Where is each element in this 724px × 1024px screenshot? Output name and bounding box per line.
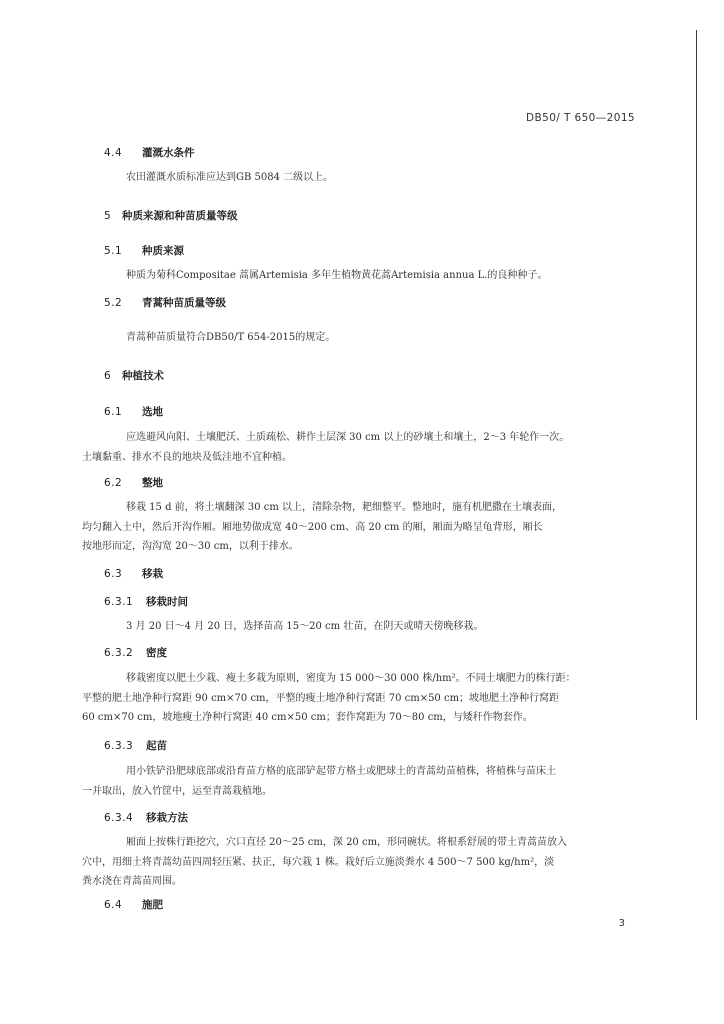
heading-number: 6.3.1 [104, 596, 134, 608]
heading-title: 移栽时间 [146, 596, 188, 608]
heading-6-3-4 [104, 810, 188, 825]
heading-title: 种植技术 [122, 370, 164, 382]
heading-6 [104, 368, 164, 383]
heading-5 [104, 208, 238, 223]
paragraph-6-3-4 [82, 833, 636, 892]
heading-6-3-2 [104, 645, 167, 660]
paragraph-line: 移栽密度以肥土少栽、瘦土多栽为原则，密度为 15 000～30 000 株/hm²。不同土壤肥力的株行距： [126, 673, 576, 684]
paragraph-line: 土壤黏重、排水不良的地块及低洼地不宜种植。 [82, 451, 292, 463]
heading-6-3-1 [104, 594, 188, 609]
paragraph-6-1 [82, 428, 636, 467]
paragraph-5-2: 青蒿种苗质量符合DB50/T 654-2015的规定。 [126, 332, 336, 343]
heading-number: 6 [104, 370, 112, 382]
heading-5-1 [104, 243, 184, 258]
heading-number: 5.2 [104, 297, 123, 309]
paragraph-4-4: 农田灌溉水质标准应达到GB 5084 二级以上。 [126, 172, 334, 183]
heading-6-1 [104, 404, 163, 419]
heading-number: 6.3.3 [104, 740, 134, 752]
heading-title: 起苗 [146, 740, 167, 752]
heading-4-4 [104, 145, 195, 160]
paragraph-line: 厢面上按株行距挖穴，穴口直径 20～25 cm，深 20 cm，形同碗状。将根系舒展的带土青蒿苗放入 [126, 837, 568, 848]
paragraph-6-3-3 [82, 762, 636, 801]
heading-6-2 [104, 475, 163, 490]
heading-title: 整地 [142, 477, 163, 489]
paragraph-line: 均匀翻入土中，然后开沟作厢。厢地势做成宽 40～200 cm、高 20 cm 的厢，厢面为略呈龟背形，厢长 [82, 521, 543, 533]
paragraph-line: 应选避风向阳、土壤肥沃、土质疏松、耕作土层深 30 cm 以上的砂壤土和壤土，2～3 年轮作一次。 [126, 432, 570, 443]
paragraph-5-1: 种质为菊科Compositae 蒿属Artemisia 多年生植物黄花蒿Artemisia annua L.的良种种子。 [126, 270, 548, 281]
paragraph-6-3-2 [82, 669, 636, 728]
heading-title: 施肥 [142, 899, 163, 911]
heading-title: 移栽方法 [146, 812, 188, 824]
heading-title: 密度 [146, 647, 167, 659]
heading-title: 灌溉水条件 [142, 147, 195, 159]
heading-title: 种质来源和种苗质量等级 [122, 210, 238, 222]
heading-number: 6.4 [104, 899, 123, 911]
page-number: 3 [618, 918, 625, 929]
scan-edge-line [696, 30, 697, 720]
paragraph-line: 平整的肥土地净种行窝距 90 cm×70 cm，平整的瘦土地净种行窝距 70 cm×50 cm；坡地肥土净种行窝距 [82, 692, 560, 704]
document-code: DB50/ T 650—2015 [526, 112, 635, 124]
heading-title: 青蒿种苗质量等级 [142, 297, 226, 309]
paragraph-line: 用小铁铲沿肥球底部或沿育苗方格的底部铲起带方格土或肥球土的青蒿幼苗植株，将植株与苗床土 [126, 766, 556, 777]
heading-number: 6.2 [104, 477, 123, 489]
heading-6-4 [104, 897, 163, 912]
heading-number: 5 [104, 210, 112, 222]
heading-number: 6.3.2 [104, 647, 134, 659]
heading-6-3-3 [104, 738, 167, 753]
heading-6-3 [104, 566, 163, 581]
paragraph-line: 按地形而定，沟沟宽 20～30 cm，以利于排水。 [82, 541, 299, 552]
heading-title: 种质来源 [142, 245, 184, 257]
heading-number: 5.1 [104, 245, 123, 257]
heading-number: 4.4 [104, 147, 123, 159]
paragraph-line: 粪水浇在青蒿苗周围。 [82, 876, 182, 887]
paragraph-6-2 [82, 498, 636, 557]
paragraph-line: 穴中，用细土将青蒿幼苗四周轻压紧、扶正，每穴栽 1 株。栽好后立施淡粪水 4 500～7 500 kg/hm²，淡 [82, 856, 555, 868]
paragraph-6-3-1: 3 月 20 日～4 月 20 日，选择苗高 15～20 cm 壮苗，在阴天或晴天傍晚移栽。 [126, 621, 484, 632]
heading-number: 6.3.4 [104, 812, 134, 824]
paragraph-line: 移栽 15 d 前，将土壤翻深 30 cm 以上，清除杂物，耙细整平。整地时，施有机肥撒在土壤表面， [126, 502, 563, 513]
heading-title: 选地 [142, 406, 163, 418]
heading-number: 6.1 [104, 406, 123, 418]
paragraph-line: 一并取出，放入竹筐中，运至青蒿栽植地。 [82, 785, 272, 797]
heading-5-2 [104, 295, 226, 310]
heading-number: 6.3 [104, 568, 123, 580]
paragraph-line: 60 cm×70 cm，坡地瘦土净种行窝距 40 cm×50 cm；套作窝距为 70～80 cm，与矮秆作物套作。 [82, 712, 533, 723]
heading-title: 移栽 [142, 568, 163, 580]
